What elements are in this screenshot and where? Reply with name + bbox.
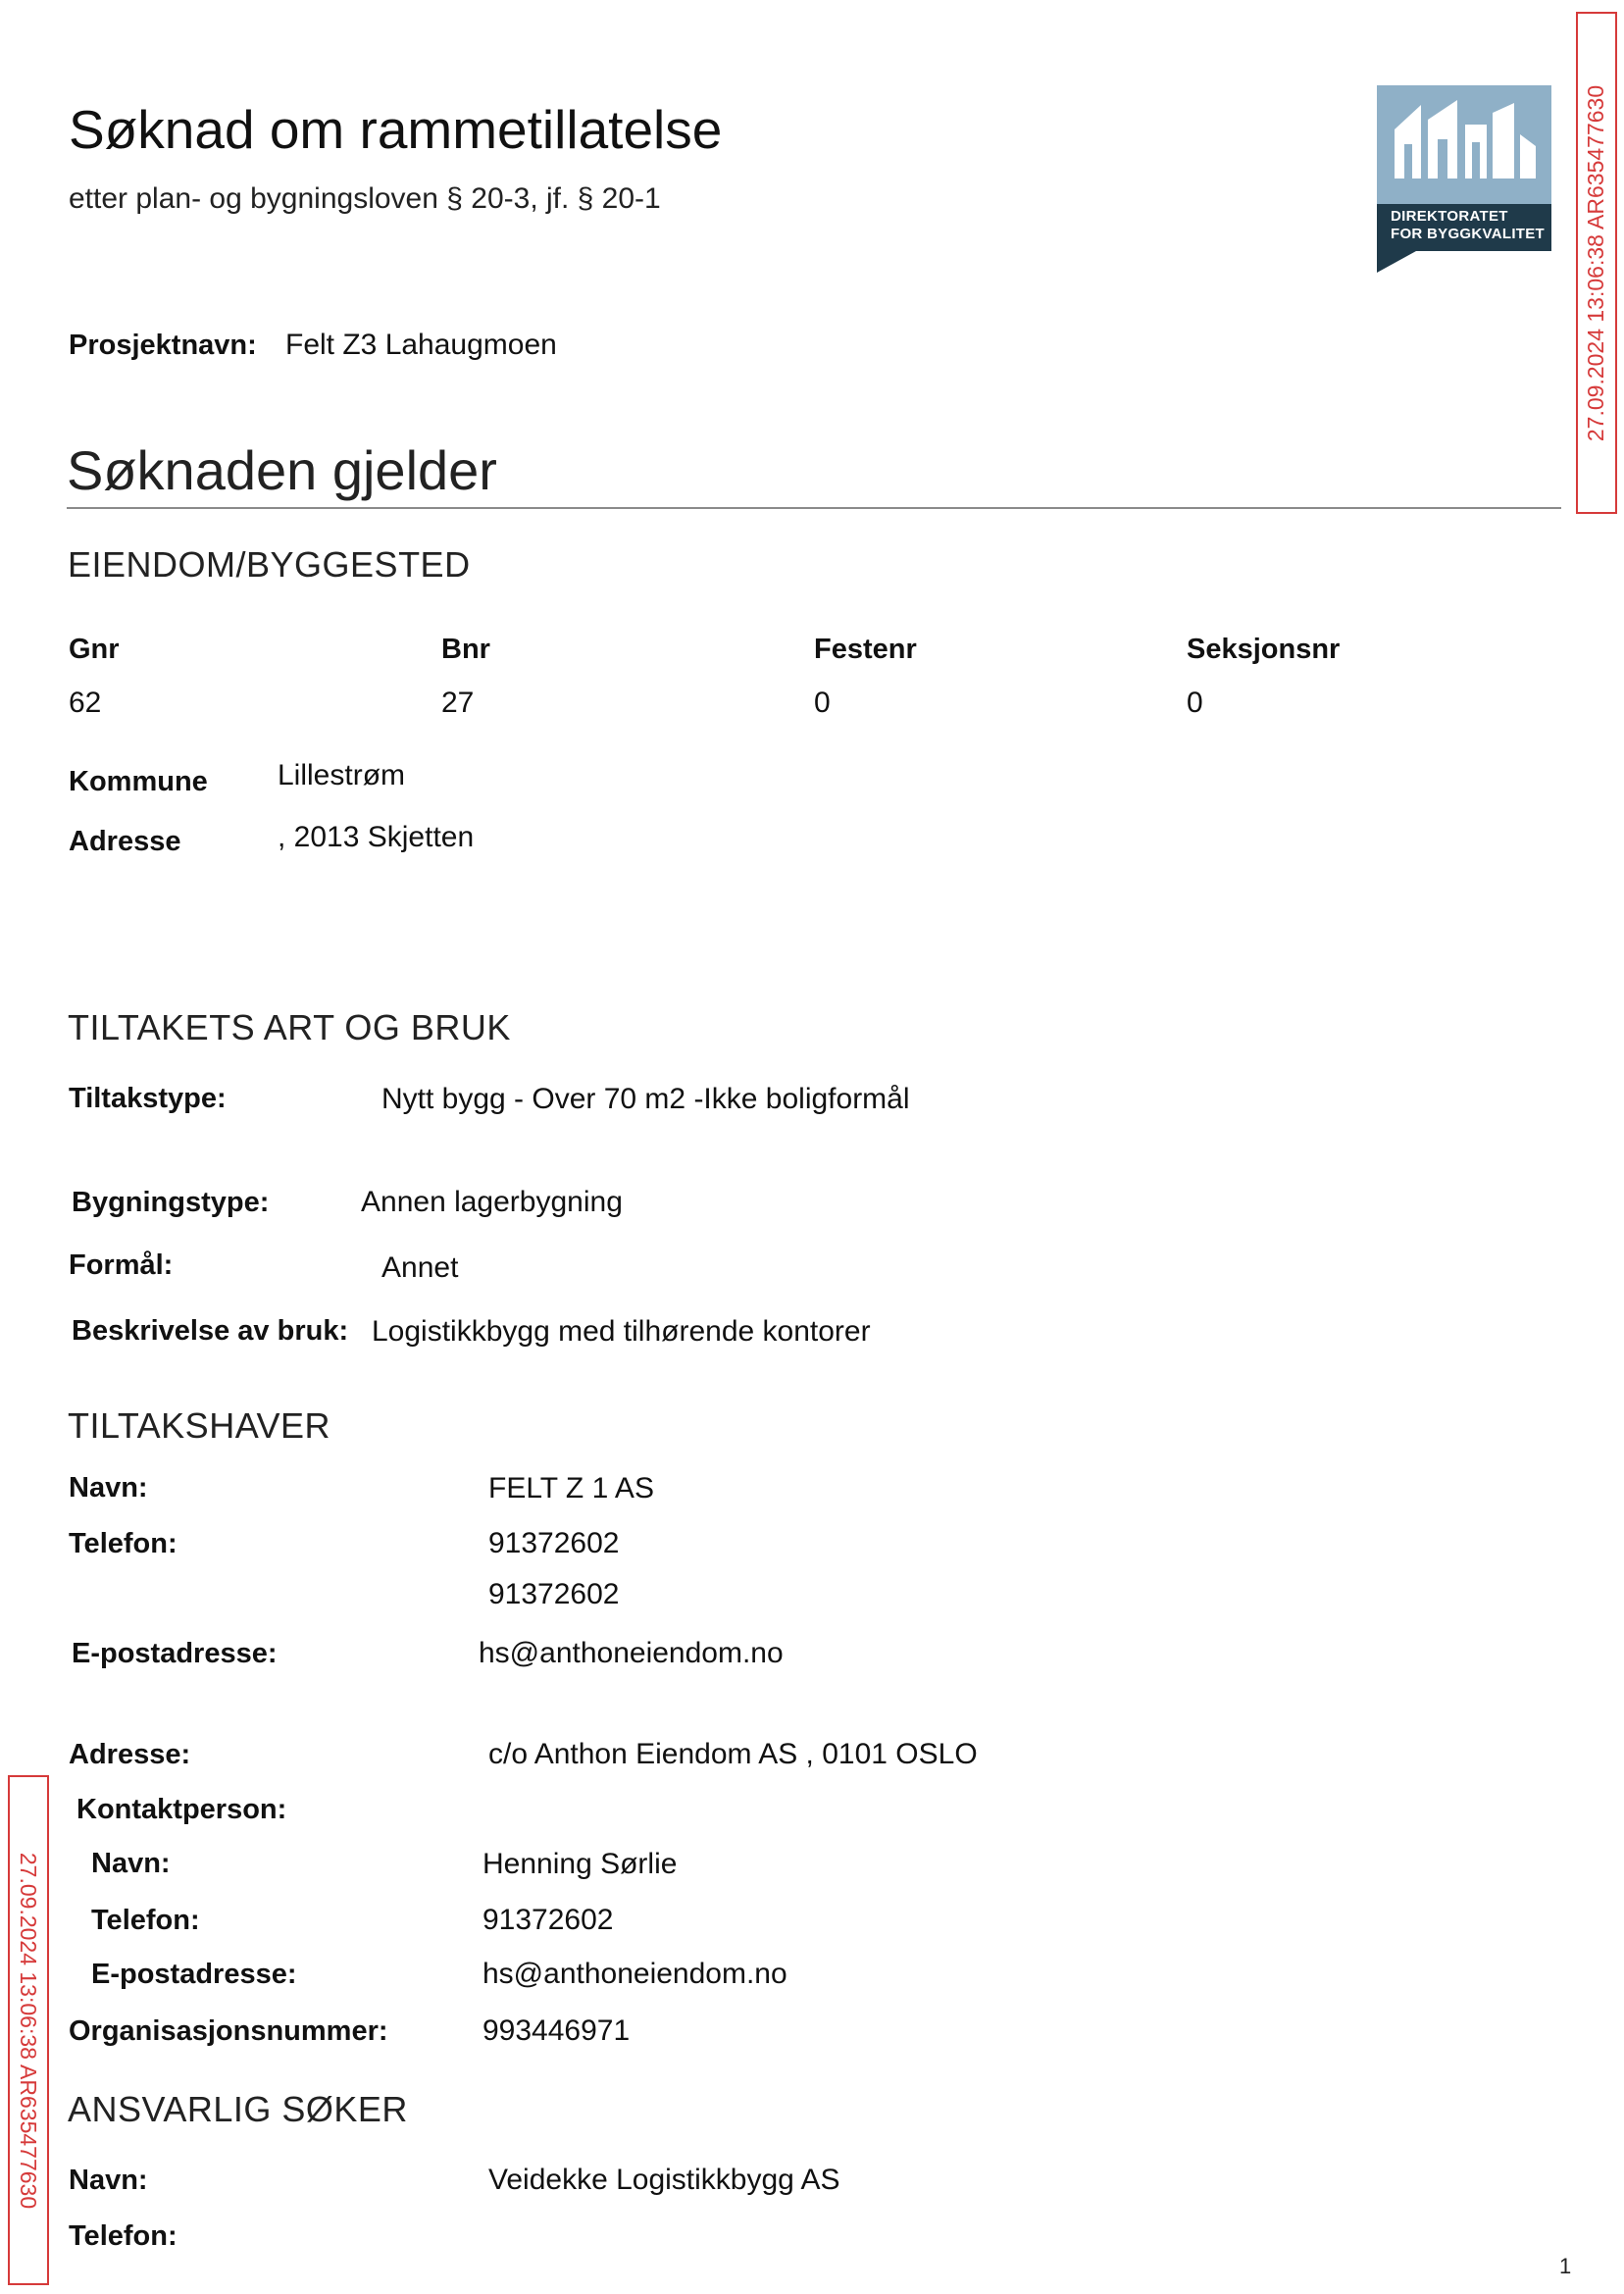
festenr-label: Festenr bbox=[814, 634, 917, 665]
seksjonsnr-label: Seksjonsnr bbox=[1187, 634, 1341, 665]
festenr-value: 0 bbox=[814, 687, 831, 719]
tiltakstype-label: Tiltakstype: bbox=[69, 1083, 227, 1114]
formal-label: Formål: bbox=[69, 1249, 174, 1281]
gnr-label: Gnr bbox=[69, 634, 120, 665]
tiltakstype-value: Nytt bygg - Over 70 m2 -Ikke boligformål bbox=[381, 1083, 910, 1115]
contact-epost-label: E-postadresse: bbox=[91, 1959, 297, 1990]
timestamp-stamp-right bbox=[1576, 12, 1617, 514]
owner-heading: TILTAKSHAVER bbox=[68, 1405, 331, 1446]
measure-heading: TILTAKETS ART OG BRUK bbox=[68, 1007, 511, 1047]
adresse-label: Adresse bbox=[69, 826, 181, 857]
applicant-telefon-label: Telefon: bbox=[69, 2220, 178, 2252]
logo-line2: FOR BYGGKVALITET bbox=[1391, 226, 1546, 242]
seksjonsnr-value: 0 bbox=[1187, 687, 1203, 719]
document-title: Søknad om rammetillatelse bbox=[69, 99, 723, 160]
owner-adresse-value: c/o Anthon Eiendom AS , 0101 OSLO bbox=[488, 1738, 978, 1770]
owner-telefon-label: Telefon: bbox=[69, 1528, 178, 1559]
logo-emblem bbox=[1377, 85, 1551, 204]
kommune-value: Lillestrøm bbox=[278, 759, 406, 791]
bygningstype-label: Bygningstype: bbox=[72, 1187, 270, 1218]
logo-band bbox=[1377, 204, 1551, 251]
project-value: Felt Z3 Lahaugmoen bbox=[285, 329, 557, 361]
logo-tail bbox=[1377, 251, 1416, 273]
stamp-text: 27.09.2024 13:06:38 AR635477630 bbox=[16, 1852, 42, 2209]
document-subtitle: etter plan- og bygningsloven § 20-3, jf. § 20-1 bbox=[69, 182, 661, 215]
owner-navn-label: Navn: bbox=[69, 1472, 148, 1504]
owner-navn-value: FELT Z 1 AS bbox=[488, 1472, 654, 1504]
beskrivelse-label: Beskrivelse av bruk: bbox=[72, 1315, 349, 1347]
owner-epost-value: hs@anthoneiendom.no bbox=[479, 1637, 784, 1669]
applicant-navn-value: Veidekke Logistikkbygg AS bbox=[488, 2164, 840, 2196]
adresse-value: , 2013 Skjetten bbox=[278, 821, 475, 853]
owner-adresse-label: Adresse: bbox=[69, 1739, 191, 1770]
dibk-logo bbox=[1377, 85, 1551, 273]
building-icon bbox=[1377, 85, 1551, 204]
applicant-navn-label: Navn: bbox=[69, 2165, 148, 2196]
beskrivelse-value: Logistikkbygg med tilhørende kontorer bbox=[372, 1315, 871, 1348]
org-number-label: Organisasjonsnummer: bbox=[69, 2015, 388, 2047]
contact-navn-value: Henning Sørlie bbox=[482, 1848, 678, 1880]
contact-navn-label: Navn: bbox=[91, 1848, 171, 1879]
applicant-heading: ANSVARLIG SØKER bbox=[68, 2089, 408, 2129]
owner-telefon-value2: 91372602 bbox=[488, 1578, 620, 1610]
page-number: 1 bbox=[1559, 2254, 1572, 2278]
contact-telefon-value: 91372602 bbox=[482, 1904, 614, 1936]
contact-telefon-label: Telefon: bbox=[91, 1905, 200, 1936]
contact-epost-value: hs@anthoneiendom.no bbox=[482, 1958, 787, 1990]
contact-person-label: Kontaktperson: bbox=[76, 1794, 287, 1825]
project-label: Prosjektnavn: bbox=[69, 330, 257, 361]
logo-line1: DIREKTORATET bbox=[1391, 208, 1508, 225]
property-heading: EIENDOM/BYGGESTED bbox=[68, 544, 471, 585]
org-number-value: 993446971 bbox=[482, 2014, 631, 2047]
section-divider bbox=[67, 507, 1561, 509]
bnr-value: 27 bbox=[441, 687, 475, 719]
section-title: Søknaden gjelder bbox=[67, 439, 497, 501]
bnr-label: Bnr bbox=[441, 634, 490, 665]
owner-telefon-value1: 91372602 bbox=[488, 1527, 620, 1559]
bygningstype-value: Annen lagerbygning bbox=[361, 1186, 623, 1218]
formal-value: Annet bbox=[381, 1251, 459, 1284]
owner-epost-label: E-postadresse: bbox=[72, 1638, 278, 1669]
logo-text bbox=[1391, 208, 1545, 243]
stamp-text: 27.09.2024 13:06:38 AR635477630 bbox=[1583, 84, 1609, 441]
timestamp-stamp-left bbox=[8, 1775, 49, 2285]
gnr-value: 62 bbox=[69, 687, 102, 719]
kommune-label: Kommune bbox=[69, 766, 208, 797]
